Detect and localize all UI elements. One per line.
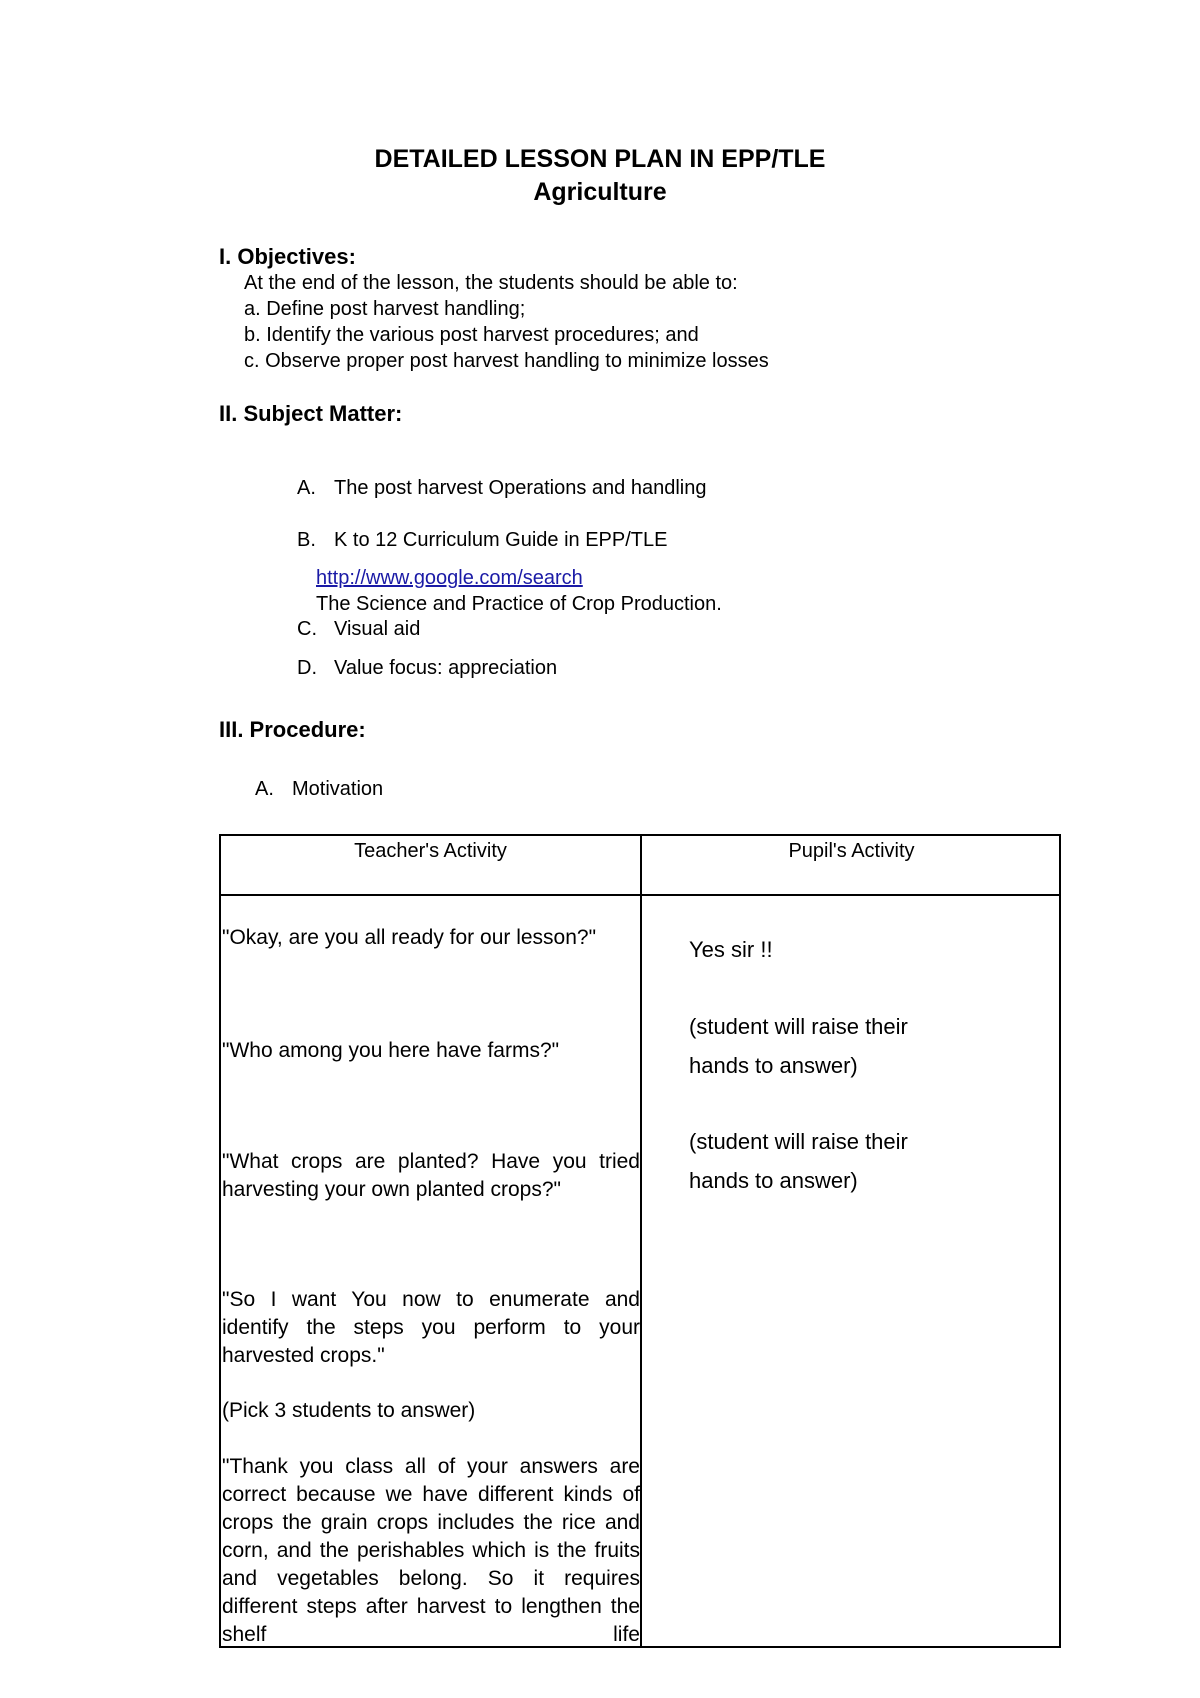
objective-item: a. Define post harvest handling;	[244, 298, 526, 320]
teacher-activity-line: "Thank you class all of your answers are correct because we have different kinds of crops the grain crops includes the rice and corn, and the perishables which is the fruits and vegetables belong. So it requires different steps after harvest to lengthen the shelf life	[222, 1455, 640, 1646]
document-subtitle: Agriculture	[533, 178, 667, 206]
subject-item-text: The post harvest Operations and handling	[334, 477, 707, 499]
pupil-activity-line: Yes sir !!	[689, 937, 773, 962]
teacher-activity-line: "So I want You now to enumerate and identify the steps you perform to your harvested crops."	[222, 1288, 640, 1367]
activity-table	[219, 834, 1061, 1648]
teacher-activity-line: (Pick 3 students to answer)	[222, 1399, 476, 1422]
subject-item-text: Value focus: appreciation	[334, 657, 558, 679]
subject-item-marker: C.	[297, 618, 317, 640]
reference-book: The Science and Practice of Crop Production.	[316, 593, 722, 615]
procedure-item-text: Motivation	[292, 778, 384, 800]
teacher-activity-line: "Okay, are you all ready for our lesson?"	[222, 926, 597, 949]
pupil-activity-line: (student will raise their hands to answer)	[689, 1129, 908, 1193]
objective-item: c. Observe proper post harvest handling to minimize losses	[244, 350, 769, 372]
subject-item-marker: B.	[297, 529, 316, 551]
pupil-activity-line: (student will raise their hands to answer)	[689, 1014, 908, 1078]
procedure-heading: III. Procedure:	[219, 717, 366, 742]
objectives-heading: I. Objectives:	[219, 244, 356, 269]
subject-matter-heading: II. Subject Matter:	[219, 401, 403, 426]
objectives-intro: At the end of the lesson, the students should be able to:	[244, 272, 738, 294]
subject-item-text: Visual aid	[334, 618, 421, 640]
teacher-activity-line: "What crops are planted? Have you tried harvesting your own planted crops?"	[222, 1150, 640, 1201]
teacher-activity-line: "Who among you here have farms?"	[222, 1039, 560, 1062]
document-title: DETAILED LESSON PLAN IN EPP/TLE	[374, 145, 826, 173]
subject-item-marker: D.	[297, 657, 317, 679]
subject-item-text: K to 12 Curriculum Guide in EPP/TLE	[334, 529, 668, 551]
reference-link[interactable]: http://www.google.com/search	[316, 567, 583, 589]
procedure-item-marker: A.	[255, 778, 274, 800]
subject-item-marker: A.	[297, 477, 316, 499]
header-divider	[221, 894, 1059, 896]
pupil-activity-header: Pupil's Activity	[788, 840, 915, 862]
column-divider	[640, 836, 642, 1646]
teacher-activity-header: Teacher's Activity	[354, 840, 507, 862]
objective-item: b. Identify the various post harvest procedures; and	[244, 324, 699, 346]
